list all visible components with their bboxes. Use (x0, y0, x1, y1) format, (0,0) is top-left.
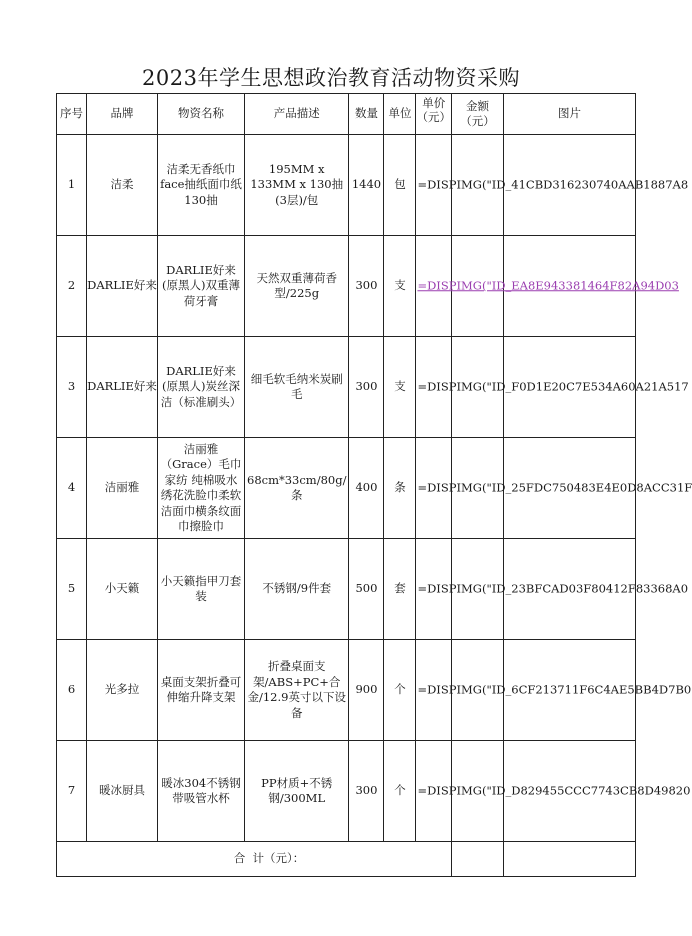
cell-unit[interactable]: 支 (384, 236, 416, 337)
cell-price-formula[interactable] (416, 640, 692, 741)
cell-desc[interactable]: 68cm*33cm/80g/条 (245, 438, 349, 539)
cell-seq[interactable]: 7 (57, 741, 87, 842)
cell-seq[interactable]: 3 (57, 337, 87, 438)
header-brand[interactable]: 品牌 (87, 94, 158, 135)
total-row (57, 842, 636, 877)
cell-desc[interactable]: PP材质+不锈钢/300ML (245, 741, 349, 842)
formula-text: =DISPIMG("ID_41CBD316230740AAB1887A8 (417, 177, 689, 192)
cell-brand[interactable]: 洁柔 (87, 135, 158, 236)
cell-price-formula[interactable] (416, 236, 679, 337)
cell-name[interactable]: 桌面支架折叠可伸缩升降支架 (158, 640, 245, 741)
cell-unit[interactable]: 条 (384, 438, 416, 539)
header-image[interactable]: 图片 (503, 94, 635, 135)
header-desc[interactable]: 产品描述 (245, 94, 349, 135)
header-qty[interactable]: 数量 (349, 94, 384, 135)
cell-qty[interactable]: 500 (349, 539, 384, 640)
formula-text: =DISPIMG("ID_D829455CCC7743CB8D49820 (417, 783, 691, 798)
table-row (57, 438, 636, 539)
header-name[interactable]: 物资名称 (158, 94, 245, 135)
cell-brand[interactable]: DARLIE好来 (87, 236, 158, 337)
total-label[interactable]: 合 计（元）： (57, 842, 452, 877)
table-row (57, 640, 636, 741)
header-price-text: 单价（元） (416, 96, 451, 124)
cell-seq[interactable]: 1 (57, 135, 87, 236)
cell-seq[interactable]: 4 (57, 438, 87, 539)
procurement-table (56, 93, 692, 877)
cell-seq[interactable]: 2 (57, 236, 87, 337)
cell-name[interactable]: 洁柔无香纸巾face抽纸面巾纸130抽 (158, 135, 245, 236)
cell-name[interactable]: DARLIE好来(原黑人)双重薄荷牙膏 (158, 236, 245, 337)
cell-price-formula[interactable] (416, 135, 689, 236)
cell-unit[interactable]: 套 (384, 539, 416, 640)
cell-name[interactable]: 暖冰304不锈钢带吸管水杯 (158, 741, 245, 842)
header-row (57, 94, 636, 135)
header-seq[interactable]: 序号 (57, 94, 87, 135)
cell-qty[interactable]: 1440 (349, 135, 384, 236)
cell-unit[interactable]: 包 (384, 135, 416, 236)
cell-desc[interactable]: 折叠桌面支架/ABS+PC+合金/12.9英寸以下设备 (245, 640, 349, 741)
sheet-title: 2023年学生思想政治教育活动物资采购 (142, 66, 520, 90)
total-amount[interactable] (451, 842, 503, 877)
cell-desc[interactable]: 天然双重薄荷香型/225g (245, 236, 349, 337)
header-price[interactable] (416, 94, 452, 135)
formula-text: =DISPIMG("ID_EA8E943381464F82A94D03 (417, 278, 679, 293)
cell-seq[interactable]: 5 (57, 539, 87, 640)
cell-price-formula[interactable] (416, 539, 689, 640)
table-row (57, 337, 636, 438)
cell-unit[interactable]: 支 (384, 337, 416, 438)
header-unit[interactable]: 单位 (384, 94, 416, 135)
table-row (57, 539, 636, 640)
cell-qty[interactable]: 400 (349, 438, 384, 539)
formula-text: =DISPIMG("ID_23BFCAD03F80412F83368A0 (417, 581, 689, 596)
cell-desc[interactable]: 不锈钢/9件套 (245, 539, 349, 640)
cell-seq[interactable]: 6 (57, 640, 87, 741)
formula-text: =DISPIMG("ID_F0D1E20C7E534A60A21A517 (417, 379, 689, 394)
table-row (57, 135, 636, 236)
cell-price-formula[interactable] (416, 438, 692, 539)
total-image-cell[interactable] (503, 842, 635, 877)
table-row (57, 236, 636, 337)
formula-text: =DISPIMG("ID_6CF213711F6C4AE5BB4D7B0 (417, 682, 692, 697)
cell-price-formula[interactable] (416, 741, 691, 842)
cell-unit[interactable]: 个 (384, 640, 416, 741)
cell-name[interactable]: 洁丽雅（Grace）毛巾家纺 纯棉吸水绣花洗脸巾柔软洁面巾横条纹面巾擦脸巾 (158, 438, 245, 539)
cell-name[interactable]: 小天籁指甲刀套装 (158, 539, 245, 640)
table-row (57, 741, 636, 842)
cell-price-formula[interactable] (416, 337, 689, 438)
cell-unit[interactable]: 个 (384, 741, 416, 842)
cell-brand[interactable]: 小天籁 (87, 539, 158, 640)
cell-qty[interactable]: 300 (349, 741, 384, 842)
cell-brand[interactable]: 光多拉 (87, 640, 158, 741)
cell-qty[interactable]: 300 (349, 337, 384, 438)
cell-desc[interactable]: 195MM x 133MM x 130抽(3层)/包 (245, 135, 349, 236)
cell-qty[interactable]: 300 (349, 236, 384, 337)
cell-qty[interactable]: 900 (349, 640, 384, 741)
cell-brand[interactable]: 暖冰厨具 (87, 741, 158, 842)
header-amount[interactable]: 金额（元） (451, 94, 503, 135)
formula-text: =DISPIMG("ID_25FDC750483E4E0D8ACC31F (417, 480, 692, 495)
cell-name[interactable]: DARLIE好来(原黑人)炭丝深洁（标准刷头） (158, 337, 245, 438)
cell-desc[interactable]: 细毛软毛纳米炭刷毛 (245, 337, 349, 438)
cell-brand[interactable]: 洁丽雅 (87, 438, 158, 539)
cell-brand[interactable]: DARLIE好来 (87, 337, 158, 438)
